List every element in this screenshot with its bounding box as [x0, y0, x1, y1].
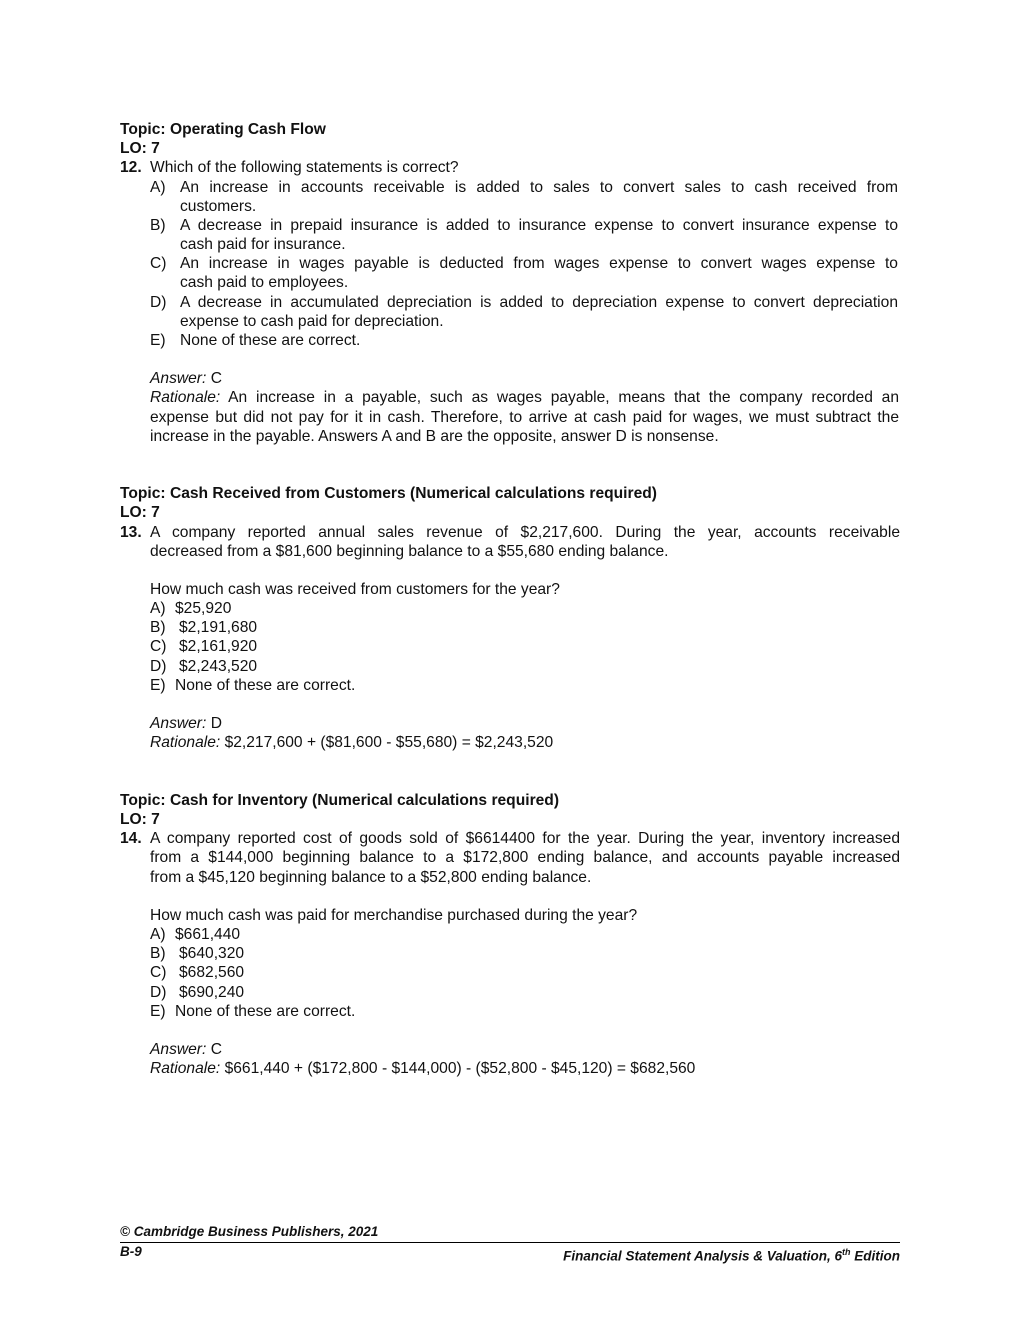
rationale-text: $2,217,600 + ($81,600 - $55,680) = $2,243,520	[224, 734, 554, 751]
option-text: cash paid to employees.	[180, 274, 349, 291]
edition-word: Edition	[850, 1248, 900, 1264]
option-text: None of these are correct.	[175, 677, 356, 694]
question-stem: A company reported annual sales revenue of $2,217,600. During the year, accounts receivable	[150, 524, 900, 541]
learning-objective: LO: 7	[120, 140, 160, 157]
option-text: An increase in accounts receivable is added to sales to convert sales to cash received from	[180, 179, 898, 196]
rationale-text: An increase in a payable, such as wages payable, means that the company recorded an	[228, 389, 900, 406]
option-letter: D)	[150, 294, 167, 311]
option-text: $2,243,520	[179, 658, 258, 675]
option-letter: A)	[150, 600, 166, 617]
book-title-text: Financial Statement Analysis & Valuation, 6	[563, 1248, 842, 1264]
rationale-line	[150, 1059, 695, 1078]
option-text: cash paid for insurance.	[180, 236, 346, 253]
topic-heading: Topic: Cash for Inventory (Numerical calculations required)	[120, 792, 560, 809]
answer-line	[150, 369, 222, 388]
question-number: 12.	[120, 159, 142, 176]
question-number: 14.	[120, 830, 142, 847]
learning-objective: LO: 7	[120, 504, 160, 521]
question-number: 13.	[120, 524, 142, 541]
option-text: customers.	[180, 198, 257, 215]
option-letter: E)	[150, 332, 166, 349]
option-letter: D)	[150, 658, 167, 675]
option-letter: E)	[150, 677, 166, 694]
option-letter: C)	[150, 638, 167, 655]
rationale-text: $661,440 + ($172,800 - $144,000) - ($52,800 - $45,120) = $682,560	[224, 1060, 696, 1077]
option-letter: B)	[150, 217, 166, 234]
option-text: An increase in wages payable is deducted from wages expense to convert wages expense to	[180, 255, 898, 272]
learning-objective: LO: 7	[120, 811, 160, 828]
footer-book-title	[563, 1244, 900, 1265]
rationale-line	[150, 388, 899, 407]
footer-copyright: © Cambridge Business Publishers, 2021	[120, 1224, 379, 1239]
option-text: A decrease in accumulated depreciation is added to depreciation expense to convert depreciation	[180, 294, 898, 311]
option-text: $661,440	[175, 926, 241, 943]
option-text: None of these are correct.	[180, 332, 361, 349]
question-prompt: How much cash was received from customers for the year?	[150, 581, 560, 598]
rationale-label: Rationale:	[150, 389, 221, 406]
option-text: $682,560	[179, 964, 245, 981]
option-text: None of these are correct.	[175, 1003, 356, 1020]
option-text: $690,240	[179, 984, 245, 1001]
footer-divider	[120, 1242, 900, 1243]
option-letter: D)	[150, 984, 167, 1001]
answer-label: Answer:	[150, 1041, 207, 1058]
option-text: $25,920	[175, 600, 232, 617]
edition-superscript: th	[842, 1247, 851, 1257]
question-stem: from a $45,120 beginning balance to a $52,800 ending balance.	[150, 869, 592, 886]
option-text: expense to cash paid for depreciation.	[180, 313, 444, 330]
answer-value: D	[210, 715, 222, 732]
question-stem: Which of the following statements is correct?	[150, 159, 459, 176]
option-letter: B)	[150, 619, 166, 636]
option-letter: C)	[150, 255, 167, 272]
rationale-text: increase in the payable. Answers A and B are the opposite, answer D is nonsense.	[150, 428, 719, 445]
rationale-label: Rationale:	[150, 1060, 221, 1077]
rationale-label: Rationale:	[150, 734, 221, 751]
option-letter: E)	[150, 1003, 166, 1020]
question-stem: from a $144,000 beginning balance to a $172,800 ending balance, and accounts payable increased	[150, 849, 900, 866]
option-text: A decrease in prepaid insurance is added to insurance expense to convert insurance expense to	[180, 217, 898, 234]
rationale-text: expense but did not pay for it in cash. Therefore, to arrive at cash paid for wages, we must subtract the	[150, 409, 899, 426]
answer-value: C	[210, 370, 222, 387]
answer-line	[150, 1040, 222, 1059]
footer-page-number: B-9	[120, 1244, 142, 1259]
option-text: $640,320	[179, 945, 245, 962]
option-letter: B)	[150, 945, 166, 962]
topic-heading: Topic: Cash Received from Customers (Numerical calculations required)	[120, 485, 657, 502]
answer-label: Answer:	[150, 370, 207, 387]
option-letter: A)	[150, 926, 166, 943]
question-stem: decreased from a $81,600 beginning balance to a $55,680 ending balance.	[150, 543, 669, 560]
topic-heading: Topic: Operating Cash Flow	[120, 121, 326, 138]
answer-label: Answer:	[150, 715, 207, 732]
answer-value: C	[210, 1041, 222, 1058]
option-letter: C)	[150, 964, 167, 981]
rationale-line	[150, 733, 553, 752]
question-stem: A company reported cost of goods sold of $6614400 for the year. During the year, inventory increased	[150, 830, 900, 847]
option-letter: A)	[150, 179, 166, 196]
option-text: $2,191,680	[179, 619, 258, 636]
option-text: $2,161,920	[179, 638, 258, 655]
question-prompt: How much cash was paid for merchandise purchased during the year?	[150, 907, 638, 924]
answer-line	[150, 714, 222, 733]
